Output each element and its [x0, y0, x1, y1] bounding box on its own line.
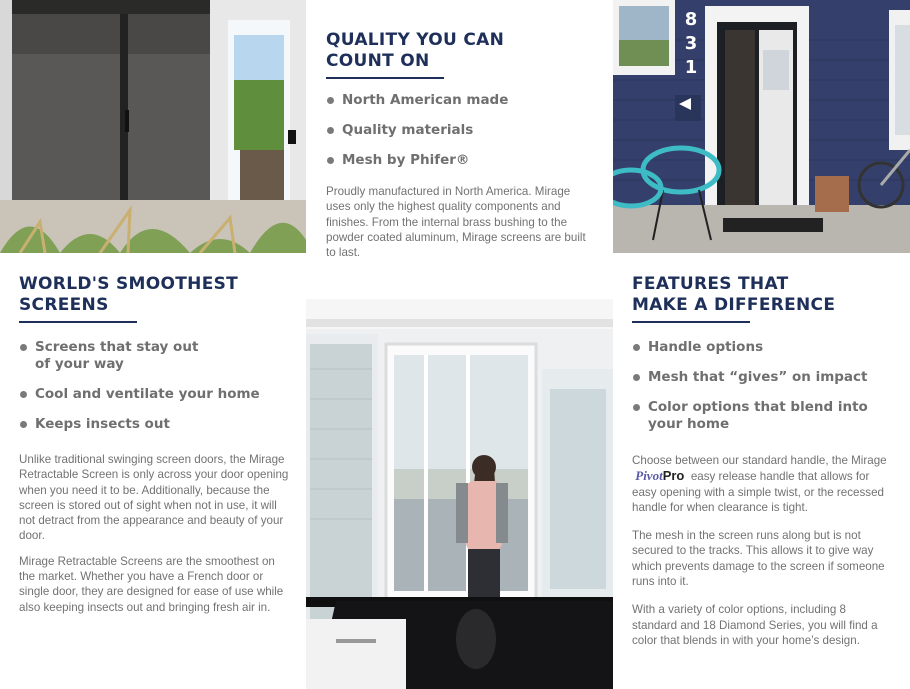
quality-bullet: Quality materials: [326, 122, 590, 139]
features-bullet: [632, 369, 896, 386]
photo-blue-house-entry: [613, 0, 910, 253]
photo-kitchen-woman: [306, 299, 613, 689]
smoothest-paragraph-1: Unlike traditional swinging screen doors, the Mirage Retractable Screen is only across your door opening when you need it to be. Additionally, because the screen is stored out of sight when not in use, it will not detract from the appearance and beauty of your door.: [19, 453, 289, 543]
house-number-digit: 8: [684, 9, 698, 30]
smoothest-bullet: [19, 386, 291, 403]
pivotpro-logo-bold: Pro: [662, 468, 685, 484]
smoothest-bullet-text: Screens that stay out: [35, 339, 199, 355]
house-number: [683, 8, 699, 80]
smoothest-heading-line1: WORLD'S SMOOTHEST: [19, 274, 239, 294]
features-heading-rule: [632, 321, 750, 323]
features-bullet-text: Mesh that “gives” on impact: [648, 369, 868, 385]
quality-bullet-list: [326, 92, 590, 169]
smoothest-heading-line2: SCREENS: [19, 295, 109, 315]
smoothest-paragraph-2: Mirage Retractable Screens are the smoothest on the market. Whether you have a French door or single door, they are designed for ease of use while also keeping insects out and bringing fresh air in.: [19, 554, 284, 614]
features-paragraph-3: With a variety of color options, including 8 standard and 18 Diamond Series, you will find a color that blends in with your home’s design.: [632, 603, 878, 647]
features-section: [632, 274, 896, 648]
features-bullet-list: [632, 339, 896, 433]
quality-bullet: Mesh by Phifer®: [326, 152, 590, 169]
features-heading-line1: FEATURES THAT: [632, 274, 789, 294]
house-number-digit: 1: [684, 57, 698, 78]
smoothest-bullet: [19, 339, 291, 373]
smoothest-bullet-text: Keeps insects out: [35, 416, 170, 432]
features-bullet-text: Handle options: [648, 339, 764, 355]
pivotpro-logo: [632, 468, 688, 483]
smoothest-heading: [19, 274, 291, 316]
quality-heading-line2: COUNT ON: [326, 51, 430, 71]
smoothest-bullet: [19, 416, 291, 433]
features-heading-line2: MAKE A DIFFERENCE: [632, 295, 836, 315]
features-bullet: [632, 399, 896, 433]
smoothest-bullet-list: [19, 339, 291, 433]
features-paragraph-1-text: Choose between our standard handle, the Mirage: [632, 454, 887, 467]
smoothest-heading-rule: [19, 321, 137, 323]
features-bullet: [632, 339, 896, 356]
smoothest-bullet-text: Cool and ventilate your home: [35, 386, 260, 402]
features-paragraph-2: The mesh in the screen runs along but is not secured to the tracks. This allows it to give way which prevents damage to the screen if someone runs into it.: [632, 529, 885, 589]
features-bullet-text: your home: [648, 416, 730, 432]
features-paragraph-1: [632, 453, 894, 515]
smoothest-bullet-text: of your way: [35, 356, 124, 372]
features-heading: [632, 274, 896, 316]
quality-heading: [326, 30, 590, 72]
features-paragraph-1-text: easy release handle that allows for easy opening with a simple twist, or the recessed handle for when clearance is tight.: [632, 470, 884, 514]
quality-heading-rule: [326, 77, 444, 79]
pivotpro-logo-script: Pivot: [635, 468, 663, 484]
quality-heading-line1: QUALITY YOU CAN: [326, 30, 505, 50]
photo-patio-door: [0, 0, 306, 253]
quality-paragraph: Proudly manufactured in North America. Mirage uses only the highest quality components and finishes. From the internal brass bushing to the powder coated aluminum, Mirage screens are built to last.: [326, 185, 586, 260]
features-bullet-text: Color options that blend into: [648, 399, 868, 415]
quality-section: [326, 30, 590, 260]
quality-bullet: North American made: [326, 92, 590, 109]
smoothest-section: [19, 274, 291, 615]
house-number-digit: 3: [684, 33, 698, 54]
